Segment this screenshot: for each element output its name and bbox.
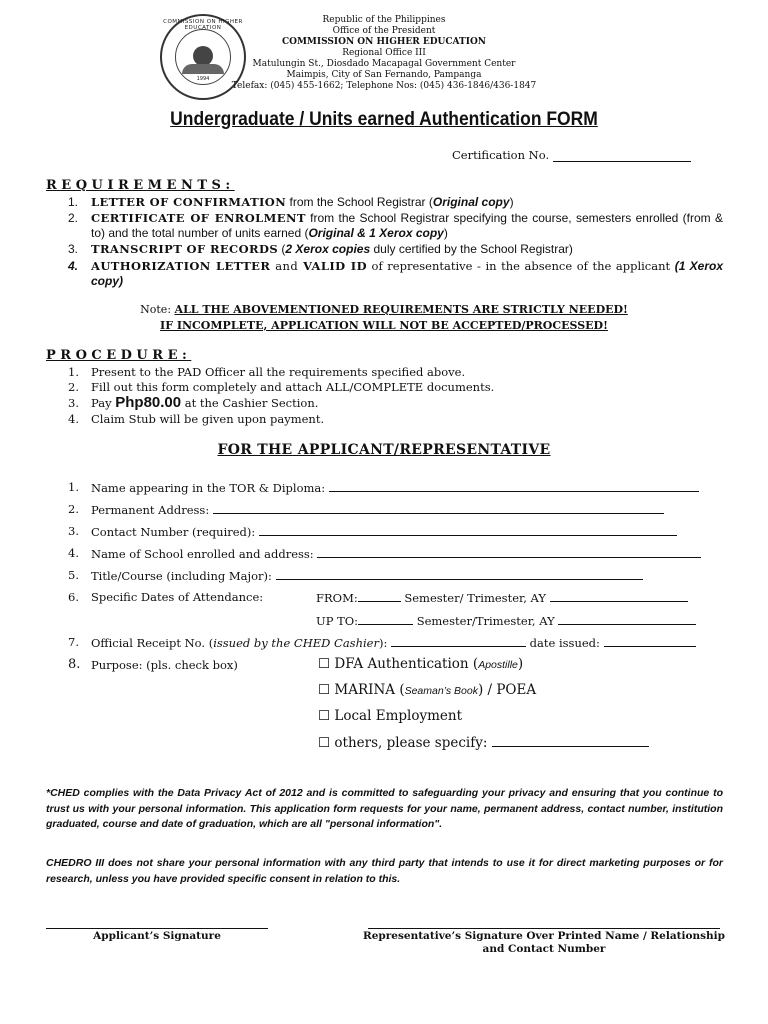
- header-region: Regional Office III: [342, 48, 426, 58]
- requirement-item: 2. CERTIFICATE OF ENROLMENT from the School Registrar specifying the course, semesters enrolled (from & to) and the total number of units earned (Original & 1 Xerox copy): [68, 211, 723, 240]
- seal-ring-text: COMMISSION ON HIGHER EDUCATION: [163, 19, 243, 31]
- privacy-statement: *CHED complies with the Data Privacy Act of 2012 and is committed to safeguarding your privacy and ensuring that you continue to trust us with your personal information. This application form requests for your name, permanent address, contact number, institution graduated, course and date of graduation, which are all "personal information".: [46, 787, 723, 830]
- note-line-2: IF INCOMPLETE, APPLICATION WILL NOT BE ACCEPTED/PROCESSED!: [160, 319, 608, 332]
- attendance-to-row: [316, 613, 696, 628]
- attendance-from-row: [316, 590, 688, 605]
- procedure-step: [68, 411, 688, 427]
- representative-signature-line[interactable]: [368, 928, 720, 929]
- procedure-text: Present to the PAD Officer all the requirements specified above.: [91, 365, 466, 379]
- field-label: Purpose: (pls. check box): [91, 658, 238, 672]
- to-label: UP TO:: [316, 614, 359, 628]
- checkbox-icon[interactable]: ☐: [318, 708, 331, 724]
- procedure-text: Fill out this form completely and attach ALL/COMPLETE documents.: [91, 380, 495, 394]
- field-label: Specific Dates of Attendance:: [91, 590, 264, 604]
- requirements-heading: REQUIREMENTS:: [46, 178, 235, 193]
- purpose-option-dfa[interactable]: ☐ DFA Authentication (Apostille): [318, 656, 524, 672]
- header-republic: Republic of the Philippines: [322, 15, 446, 25]
- fee-amount: Php80.00: [115, 394, 182, 411]
- requirement-title: CERTIFICATE OF ENROLMENT: [91, 211, 306, 225]
- seal-year: 1994: [196, 76, 210, 82]
- requirement-text: (: [278, 242, 286, 256]
- requirement-title-2: VALID ID: [303, 259, 367, 273]
- purpose-option-local-employment[interactable]: ☐ Local Employment: [318, 708, 462, 724]
- others-specify-input[interactable]: [492, 734, 649, 747]
- header-phone: Telefax: (045) 455-1662; Telephone Nos: (045) 436-1846/436-1847: [231, 81, 537, 91]
- requirement-copies: 2 Xerox copies: [285, 242, 371, 256]
- checkbox-icon[interactable]: ☐: [318, 735, 331, 751]
- course-input[interactable]: [276, 568, 643, 580]
- header-street: Matulungin St., Diosdado Macapagal Government Center: [252, 59, 516, 69]
- field-label: Name appearing in the TOR & Diploma:: [91, 481, 326, 495]
- privacy-disclaimer: CHEDRO III does not share your personal information with any third party that intends to use it for direct marketing purposes or for research, unless you have provided specific consent in relation to this.: [46, 857, 723, 885]
- receipt-number-input[interactable]: [391, 635, 526, 647]
- certification-field: [452, 148, 691, 162]
- from-semester-input[interactable]: [358, 590, 401, 602]
- procedure-heading: PROCEDURE:: [46, 348, 192, 363]
- requirement-title: LETTER OF CONFIRMATION: [91, 195, 287, 209]
- purpose-option-marina[interactable]: ☐ MARINA (Seaman’s Book) / POEA: [318, 682, 537, 698]
- procedure-number: 1.: [68, 365, 79, 379]
- procedure-number: 4.: [68, 412, 79, 426]
- checkbox-icon[interactable]: ☐: [318, 682, 331, 698]
- procedure-step: [68, 364, 688, 380]
- note-prefix: Note:: [140, 303, 175, 316]
- school-name-input[interactable]: [317, 546, 701, 558]
- requirement-number: 2.: [68, 211, 79, 225]
- requirement-text: of representative - in the absence of the applicant: [366, 259, 675, 273]
- representative-signature-label: Representative’s Signature Over Printed Name / Relationship and Contact Number: [363, 930, 725, 955]
- procedure-step: 3. Pay Php80.00 at the Cashier Section.: [68, 394, 319, 411]
- purpose-option-others[interactable]: ☐ others, please specify:: [318, 734, 649, 751]
- header-commission: COMMISSION ON HIGHER EDUCATION: [281, 37, 487, 47]
- certification-label: Certification No.: [452, 148, 550, 162]
- applicant-signature-label: Applicant’s Signature: [93, 930, 221, 942]
- checkbox-icon[interactable]: ☐: [318, 656, 331, 672]
- requirement-title: TRANSCRIPT OF RECORDS: [91, 242, 279, 256]
- applicant-section-heading: FOR THE APPLICANT/REPRESENTATIVE: [217, 442, 551, 458]
- procedure-number: 3.: [68, 396, 79, 410]
- to-ay-input[interactable]: [558, 613, 696, 625]
- requirement-copies: Original & 1 Xerox copy: [308, 226, 444, 240]
- date-issued-label: date issued:: [529, 636, 600, 650]
- procedure-text: Claim Stub will be given upon payment.: [91, 412, 325, 426]
- semester-label: Semester/ Trimester, AY: [404, 591, 546, 605]
- requirement-number: 4.: [68, 259, 79, 273]
- procedure-step: [68, 379, 688, 395]
- contact-number-input[interactable]: [259, 524, 677, 536]
- form-title: Undergraduate / Units earned Authentication FORM: [170, 109, 598, 130]
- requirement-number: 3.: [68, 242, 79, 256]
- header-office: Office of the President: [332, 26, 436, 36]
- certification-input-line[interactable]: [553, 150, 691, 162]
- field-label: Contact Number (required):: [91, 525, 256, 539]
- from-label: FROM:: [316, 591, 358, 605]
- requirement-item: 1. LETTER OF CONFIRMATION from the School Registrar (Original copy): [68, 195, 514, 209]
- requirement-copies: (1 Xerox copy): [91, 259, 723, 288]
- requirement-text: from the School Registrar specifying the course, semesters enrolled (from & to) and the total number of units earned (: [91, 211, 723, 240]
- agency-header: [200, 15, 568, 92]
- semester-label: Semester/Trimester, AY: [416, 614, 555, 628]
- tor-name-input[interactable]: [329, 480, 699, 492]
- procedure-number: 2.: [68, 380, 79, 394]
- from-ay-input[interactable]: [550, 590, 688, 602]
- applicant-signature-line[interactable]: [46, 928, 268, 929]
- field-label: Title/Course (including Major):: [91, 569, 272, 583]
- header-city: Maimpis, City of San Fernando, Pampanga: [286, 70, 482, 80]
- to-semester-input[interactable]: [358, 613, 413, 625]
- requirement-number: 1.: [68, 195, 79, 209]
- date-issued-input[interactable]: [604, 635, 696, 647]
- requirement-item: 4. AUTHORIZATION LETTER and VALID ID of representative - in the absence of the applicant (1 Xerox copy): [68, 259, 723, 288]
- permanent-address-input[interactable]: [213, 502, 664, 514]
- field-label: Official Receipt No. (: [91, 636, 214, 650]
- field-label: Name of School enrolled and address:: [91, 547, 314, 561]
- requirement-copies: Original copy: [432, 195, 510, 209]
- requirement-text: from the School Registrar (: [286, 195, 433, 209]
- field-label: Permanent Address:: [91, 503, 210, 517]
- note-line-1: ALL THE ABOVEMENTIONED REQUIREMENTS ARE STRICTLY NEEDED!: [174, 303, 628, 316]
- requirements-note: [0, 302, 768, 334]
- requirement-title: AUTHORIZATION LETTER: [91, 259, 271, 273]
- requirement-item: 3. TRANSCRIPT OF RECORDS (2 Xerox copies duly certified by the School Registrar): [68, 242, 573, 256]
